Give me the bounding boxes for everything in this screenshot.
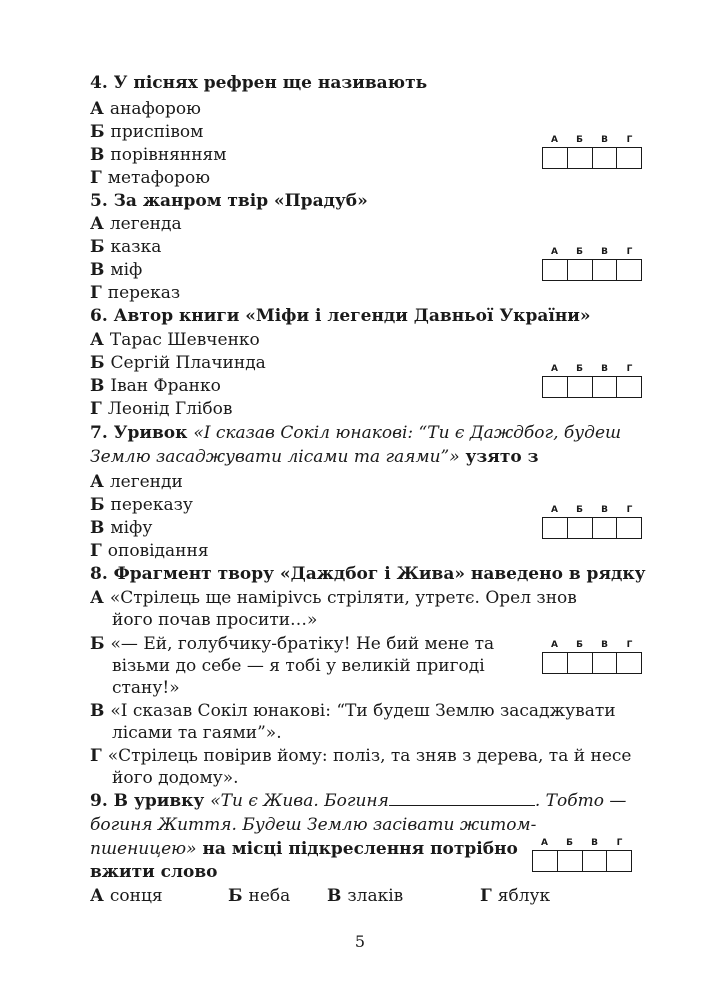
grid-letter-label: А [541, 838, 548, 848]
answer-cell[interactable] [617, 653, 641, 673]
grid-letter-label: А [551, 640, 558, 650]
q7-quote: «І сказав Сокіл юнакові: “Ти є Даждбог, будеш [193, 423, 622, 443]
grid-letter-label: В [601, 640, 608, 650]
answer-cell[interactable] [568, 260, 593, 280]
grid-letter-label: А [551, 364, 558, 374]
q9-answer-grid[interactable] [532, 836, 632, 872]
q4-option-b[interactable]: Б приспівом [90, 122, 204, 142]
answer-cell[interactable] [568, 377, 593, 397]
answer-cell[interactable] [533, 851, 558, 871]
q9-option-b[interactable]: Б неба [228, 886, 291, 906]
grid-letter-label: В [591, 838, 598, 848]
grid-letter-label: В [601, 364, 608, 374]
q5-option-c[interactable]: В міф [90, 260, 143, 280]
answer-cell[interactable] [593, 653, 618, 673]
question-5-title: 5. За жанром твір «Прадуб» [90, 191, 368, 211]
question-9-title-line2: богиня Життя. Будеш Землю засівати житом- [90, 815, 537, 835]
answer-cell[interactable] [617, 260, 641, 280]
grid-letter-label: В [601, 247, 608, 257]
q8-option-b-cont: стану!» [112, 678, 180, 698]
answer-cell[interactable] [568, 518, 593, 538]
q9-option-a[interactable]: А сонця [90, 886, 163, 906]
q4-option-c[interactable]: В порівнянням [90, 145, 227, 165]
grid-letter-label: А [551, 135, 558, 145]
question-4-title: 4. У піснях рефрен ще називають [90, 73, 428, 93]
q7-option-c[interactable]: В міфу [90, 518, 153, 538]
q7-option-b[interactable]: Б переказу [90, 495, 193, 515]
answer-cell[interactable] [617, 148, 641, 168]
grid-letter-label: Г [626, 135, 633, 145]
q5-option-d[interactable]: Г переказ [90, 283, 181, 303]
q8-answer-grid[interactable] [542, 638, 642, 674]
grid-letter-label: Г [626, 364, 633, 374]
q8-option-c[interactable]: В «І сказав Сокіл юнакові: “Ти будеш Землю засаджувати [90, 701, 616, 721]
grid-letter-label: Б [576, 505, 583, 515]
question-8-title: 8. Фрагмент твору «Даждбог і Жива» наведено в рядку [90, 564, 646, 584]
q8-option-c-cont: лісами та гаями”». [112, 723, 282, 743]
q5-option-a[interactable]: А легенда [90, 214, 182, 234]
q6-option-b[interactable]: Б Сергій Плачинда [90, 353, 266, 373]
q8-option-d-cont: його додому». [112, 768, 239, 788]
answer-cell[interactable] [568, 148, 593, 168]
answer-cell[interactable] [617, 518, 641, 538]
answer-cell[interactable] [607, 851, 631, 871]
q8-option-b-cont: візьми до себе — я тобі у великій пригоді [112, 656, 485, 676]
q7-option-d[interactable]: Г оповідання [90, 541, 209, 561]
answer-cell[interactable] [583, 851, 608, 871]
q5-answer-grid[interactable] [542, 245, 642, 281]
answer-cell[interactable] [568, 653, 593, 673]
answer-cell[interactable] [543, 260, 568, 280]
q4-option-a[interactable]: А анафорою [90, 99, 201, 119]
grid-letter-label: Б [566, 838, 573, 848]
answer-cell[interactable] [593, 148, 618, 168]
grid-letter-label: Б [576, 640, 583, 650]
grid-letter-label: Б [576, 247, 583, 257]
q9-option-d[interactable]: Г яблук [480, 886, 551, 906]
page-number: 5 [354, 932, 366, 951]
grid-letter-label: Б [576, 135, 583, 145]
grid-letter-label: В [601, 505, 608, 515]
q6-option-d[interactable]: Г Леонід Глібов [90, 399, 233, 419]
answer-cell[interactable] [558, 851, 583, 871]
question-9-title-line4: вжити слово [90, 862, 218, 882]
grid-letter-label: Г [626, 247, 633, 257]
question-7-title-line2: Землю засаджувати лісами та гаями”» узято з [90, 447, 539, 467]
grid-letter-label: Б [576, 364, 583, 374]
q8-option-a[interactable]: А «Стрілець ще намірivсь стріляти, утретє. Орел знов [90, 588, 577, 608]
grid-letter-label: Г [616, 838, 623, 848]
answer-cell[interactable] [593, 260, 618, 280]
question-7-title-line1: 7. Уривок «І сказав Сокіл юнакові: “Ти є Даждбог, будеш [90, 423, 622, 443]
question-9-title-line3: пшеницею» на місці підкреслення потрібно [90, 839, 518, 859]
grid-letter-label: В [601, 135, 608, 145]
answer-cell[interactable] [593, 377, 618, 397]
grid-letter-label: А [551, 505, 558, 515]
q4-option-d[interactable]: Г метафорою [90, 168, 211, 188]
q9-option-c[interactable]: В злаків [327, 886, 404, 906]
answer-blank [389, 791, 535, 806]
answer-cell[interactable] [543, 518, 568, 538]
q4-answer-grid[interactable] [542, 133, 642, 169]
q8-option-a-cont: його почав просити…» [112, 610, 318, 630]
q7-option-a[interactable]: А легенди [90, 472, 183, 492]
q6-option-c[interactable]: В Іван Франко [90, 376, 221, 396]
question-6-title: 6. Автор книги «Міфи і легенди Давньої України» [90, 306, 591, 326]
q6-answer-grid[interactable] [542, 362, 642, 398]
question-9-title-line1: 9. В уривку «Ти є Жива. Богиня . Тобто — [90, 791, 627, 811]
answer-cell[interactable] [617, 377, 641, 397]
answer-cell[interactable] [593, 518, 618, 538]
grid-letter-label: Г [626, 505, 633, 515]
grid-letter-label: Г [626, 640, 633, 650]
q8-option-d[interactable]: Г «Стрілець повірив йому: поліз, та зняв з дерева, та й несе [90, 746, 632, 766]
answer-cell[interactable] [543, 148, 568, 168]
q8-option-b[interactable]: Б «— Ей, голубчику-братіку! Не бий мене та [90, 634, 495, 654]
answer-cell[interactable] [543, 653, 568, 673]
grid-letter-label: А [551, 247, 558, 257]
q7-answer-grid[interactable] [542, 503, 642, 539]
q6-option-a[interactable]: А Тарас Шевченко [90, 330, 260, 350]
q5-option-b[interactable]: Б казка [90, 237, 162, 257]
answer-cell[interactable] [543, 377, 568, 397]
